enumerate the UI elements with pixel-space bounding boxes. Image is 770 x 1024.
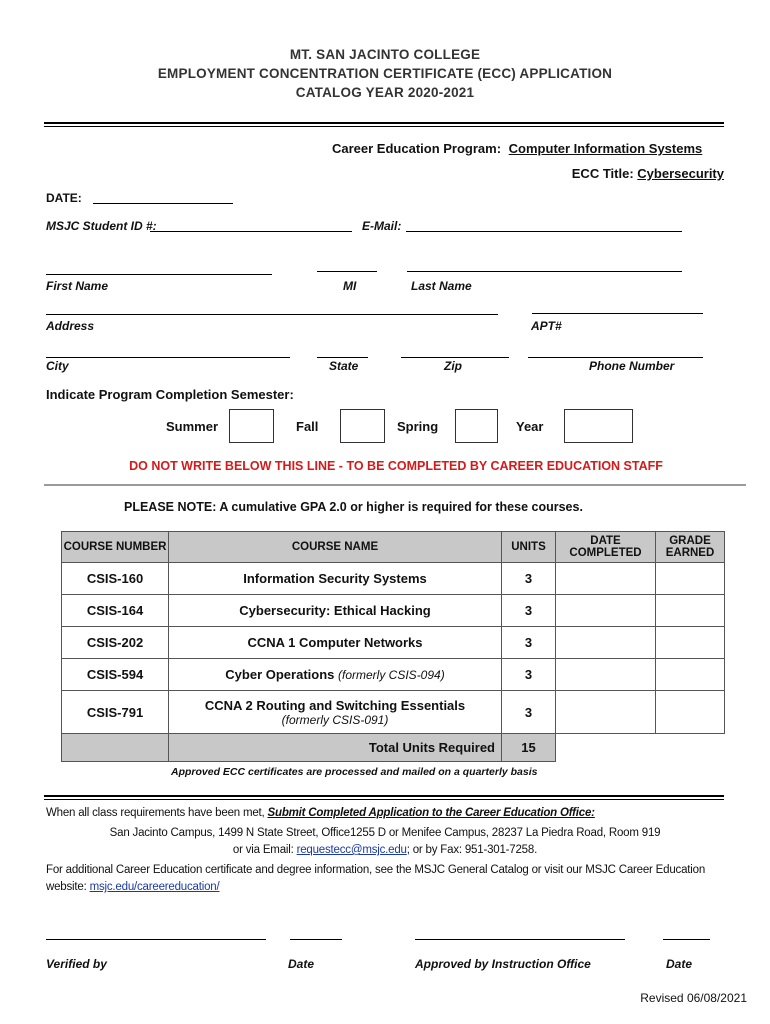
- mi-field[interactable]: [317, 271, 377, 272]
- grade-earned-cell[interactable]: [656, 595, 725, 627]
- col-course-number: COURSE NUMBER: [62, 532, 169, 563]
- catalog-year: CATALOG YEAR 2020-2021: [295, 85, 475, 100]
- address-field[interactable]: [46, 314, 498, 315]
- date1-field[interactable]: [290, 939, 342, 940]
- info-line: For additional Career Education certificate and degree information, see the MSJC General Catalog or visit our MSJC Career Education: [46, 864, 706, 876]
- date2-field[interactable]: [663, 939, 710, 940]
- course-name: Information Security Systems: [169, 563, 502, 595]
- course-former-id: (formerly CSIS-094): [338, 668, 445, 682]
- table-row: [62, 691, 725, 734]
- course-name: Cybersecurity: Ethical Hacking: [169, 595, 502, 627]
- table-row: [62, 659, 725, 691]
- course-units: 3: [502, 627, 556, 659]
- date-completed-cell[interactable]: [556, 595, 656, 627]
- col-units: UNITS: [502, 532, 556, 563]
- total-units: 15: [502, 734, 556, 762]
- address-label: Address: [46, 319, 95, 333]
- student-id-label: MSJC Student ID #:: [46, 219, 157, 233]
- fall-checkbox[interactable]: [340, 409, 385, 443]
- year-label: Year: [516, 419, 544, 434]
- table-row: [62, 563, 725, 595]
- date-label: DATE:: [46, 191, 82, 205]
- course-number: CSIS-594: [62, 659, 169, 691]
- fax-text: ; or by Fax: 951-301-7258.: [406, 844, 538, 856]
- course-table: [61, 531, 725, 762]
- form-title: EMPLOYMENT CONCENTRATION CERTIFICATE (ECC) APPLICATION: [157, 66, 613, 81]
- apt-field[interactable]: [532, 313, 703, 314]
- table-total-row: [62, 734, 725, 762]
- header-divider: [44, 122, 724, 127]
- spring-label: Spring: [397, 419, 439, 434]
- city-field[interactable]: [46, 357, 290, 358]
- date-field[interactable]: [93, 203, 233, 204]
- student-id-field[interactable]: [150, 231, 352, 232]
- ecc-label: ECC Title:: [571, 166, 634, 181]
- program-label: Career Education Program:: [332, 141, 502, 156]
- date-completed-cell[interactable]: [556, 659, 656, 691]
- course-former-id: (formerly CSIS-091): [281, 712, 389, 727]
- date1-label: Date: [288, 957, 315, 971]
- col-grade-earned: GRADE EARNED: [656, 532, 725, 563]
- date-completed-cell[interactable]: [556, 691, 656, 734]
- col-course-name: COURSE NAME: [169, 532, 502, 563]
- course-number: CSIS-791: [62, 691, 169, 734]
- ecc-line: [572, 166, 724, 181]
- email-label: E-Mail:: [362, 219, 402, 233]
- apt-label: APT#: [531, 319, 562, 333]
- email-field[interactable]: [406, 231, 682, 232]
- staff-divider: [44, 484, 746, 486]
- course-units: 3: [502, 595, 556, 627]
- course-units: 3: [502, 563, 556, 595]
- email-prefix: or via Email:: [232, 844, 294, 856]
- submission-intro: When all class requirements have been met,: [46, 807, 265, 819]
- verified-by-field[interactable]: [46, 939, 266, 940]
- total-blank: [656, 734, 725, 762]
- course-name: CCNA 2 Routing and Switching Essentials: [204, 697, 466, 713]
- table-header-row: [62, 532, 725, 563]
- summer-label: Summer: [166, 419, 219, 434]
- table-row: [62, 627, 725, 659]
- revised-date: Revised 06/08/2021: [640, 991, 747, 1005]
- zip-field[interactable]: [401, 357, 509, 358]
- fall-label: Fall: [296, 419, 319, 434]
- table-row: [62, 595, 725, 627]
- course-name-cell: [169, 691, 502, 734]
- total-blank: [556, 734, 656, 762]
- year-field[interactable]: [564, 409, 633, 443]
- gpa-note: PLEASE NOTE: A cumulative GPA 2.0 or higher is required for these courses.: [124, 500, 583, 514]
- date-completed-cell[interactable]: [556, 627, 656, 659]
- spring-checkbox[interactable]: [455, 409, 498, 443]
- grade-earned-cell[interactable]: [656, 627, 725, 659]
- website-link[interactable]: msjc.edu/careereducation/: [89, 881, 220, 893]
- course-name-cell: [169, 659, 502, 691]
- course-name: CCNA 1 Computer Networks: [169, 627, 502, 659]
- campus-addresses: San Jacinto Campus, 1499 N State Street, Office1255 D or Menifee Campus, 28237 La Piedra Road, Room 919: [109, 827, 661, 839]
- contact-line: [0, 844, 770, 856]
- website-prefix: website:: [46, 881, 87, 893]
- ecc-value: Cybersecurity: [637, 166, 724, 181]
- mi-label: MI: [343, 279, 357, 293]
- state-field[interactable]: [317, 357, 368, 358]
- date-completed-cell[interactable]: [556, 563, 656, 595]
- grade-earned-cell[interactable]: [656, 563, 725, 595]
- phone-field[interactable]: [528, 357, 703, 358]
- first-name-field[interactable]: [46, 274, 272, 275]
- city-label: City: [46, 359, 69, 373]
- phone-label: Phone Number: [589, 359, 675, 373]
- submission-divider: [44, 795, 724, 800]
- last-name-label: Last Name: [411, 279, 472, 293]
- submission-line: [46, 807, 595, 819]
- approved-by-label: Approved by Instruction Office: [415, 957, 591, 971]
- grade-earned-cell[interactable]: [656, 659, 725, 691]
- completion-heading: Indicate Program Completion Semester:: [46, 387, 294, 402]
- zip-label: Zip: [444, 359, 462, 373]
- course-number: CSIS-164: [62, 595, 169, 627]
- state-label: State: [329, 359, 359, 373]
- program-value: Computer Information Systems: [508, 141, 703, 156]
- staff-notice: DO NOT WRITE BELOW THIS LINE - TO BE COMPLETED BY CAREER EDUCATION STAFF: [129, 459, 663, 473]
- program-line: [332, 141, 702, 156]
- verified-by-label: Verified by: [46, 957, 107, 971]
- col-date-completed: DATE COMPLETED: [556, 532, 656, 563]
- grade-earned-cell[interactable]: [656, 691, 725, 734]
- total-spacer: [62, 734, 169, 762]
- summer-checkbox[interactable]: [229, 409, 274, 443]
- course-units: 3: [502, 659, 556, 691]
- request-email-link[interactable]: requestecc@msjc.edu: [296, 844, 407, 856]
- submission-instruction: Submit Completed Application to the Career Education Office:: [267, 807, 595, 819]
- college-name: MT. SAN JACINTO COLLEGE: [289, 47, 481, 62]
- last-name-field[interactable]: [407, 271, 682, 272]
- total-label: Total Units Required: [169, 734, 502, 762]
- course-number: CSIS-160: [62, 563, 169, 595]
- approved-note: Approved ECC certificates are processed and mailed on a quarterly basis: [171, 766, 538, 778]
- date2-label: Date: [666, 957, 693, 971]
- approved-by-field[interactable]: [415, 939, 625, 940]
- course-name: Cyber Operations: [225, 667, 335, 682]
- course-number: CSIS-202: [62, 627, 169, 659]
- course-units: 3: [502, 691, 556, 734]
- website-line: [46, 881, 219, 893]
- first-name-label: First Name: [46, 279, 109, 293]
